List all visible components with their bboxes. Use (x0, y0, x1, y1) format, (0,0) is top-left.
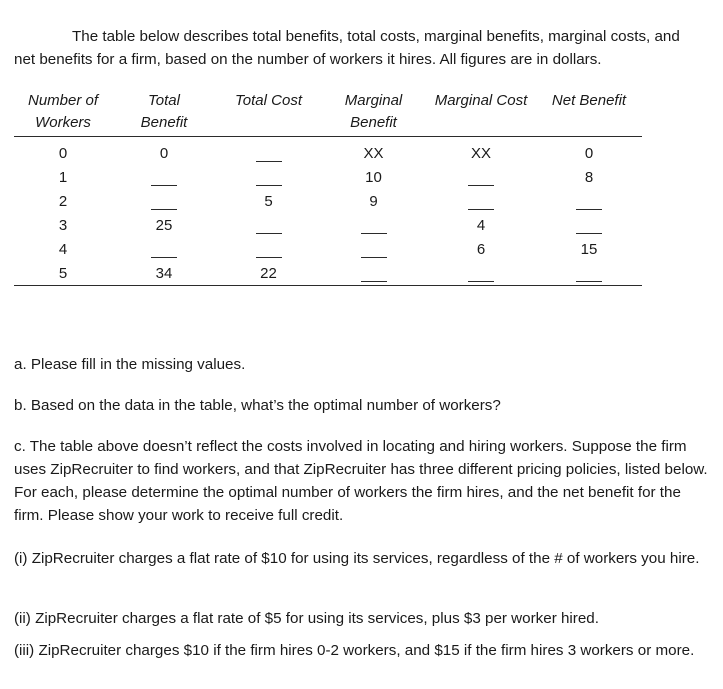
blank-answer-field[interactable] (151, 209, 177, 210)
cell-net-benefit (536, 189, 642, 213)
table-header-row (14, 90, 642, 137)
blank-answer-field[interactable] (361, 233, 387, 234)
cell-total-cost: 5 (264, 192, 273, 210)
cell-marginal-cost: 4 (476, 216, 486, 234)
question-c: c. The table above doesn’t reflect the costs involved in locating and hiring workers. Suppose the firm uses ZipRecruiter to find workers, and that ZipRecruiter has three different pricing policies, listed below. For each, please determine the optimal number of workers the firm hires, and the net benefit for the firm. Please show your work to receive full credit. (14, 438, 708, 525)
table-header (14, 90, 642, 137)
blank-answer-field[interactable] (256, 185, 282, 186)
question-c-ii: (ii) ZipRecruiter charges a flat rate of $5 for using its services, plus $3 per worker hired. (14, 610, 599, 628)
column-header-marginal-benefit (321, 90, 426, 137)
header-line-1: Marginal Cost (434, 92, 528, 109)
table-row (14, 237, 642, 261)
blank-answer-field[interactable] (361, 257, 387, 258)
column-header-number-of-workers (14, 90, 112, 137)
header-line-1: Marginal (344, 92, 403, 109)
benefits-cost-table (14, 90, 642, 286)
cell-total-cost (216, 213, 321, 237)
cell-marginal-cost (426, 165, 536, 189)
cell-number-of-workers: 1 (58, 168, 68, 186)
column-header-total-benefit (112, 90, 216, 137)
cell-marginal-cost: 6 (476, 240, 486, 258)
blank-answer-field[interactable] (151, 185, 177, 186)
cell-total-cost (216, 237, 321, 261)
column-header-net-benefit (536, 90, 642, 137)
cell-net-benefit: 15 (580, 240, 598, 258)
cell-total-benefit (112, 189, 216, 213)
blank-answer-field[interactable] (576, 209, 602, 210)
column-header-total-cost (216, 90, 321, 137)
intro-paragraph: The table below describes total benefits, total costs, marginal benefits, marginal costs, and net benefits for a firm, based on the number of workers it hires. All figures are in dollars. (14, 28, 680, 69)
table-row (14, 261, 642, 286)
cell-number-of-workers: 3 (58, 216, 68, 234)
cell-marginal-benefit (321, 261, 426, 286)
cell-number-of-workers: 4 (58, 240, 68, 258)
cell-total-benefit (112, 237, 216, 261)
blank-answer-field[interactable] (256, 233, 282, 234)
blank-answer-field[interactable] (151, 257, 177, 258)
blank-answer-field[interactable] (361, 281, 387, 282)
cell-marginal-benefit: 9 (369, 192, 378, 210)
cell-marginal-cost: XX (470, 144, 491, 162)
blank-answer-field[interactable] (576, 233, 602, 234)
cell-marginal-cost (426, 261, 536, 286)
question-b: b. Based on the data in the table, what’s the optimal number of workers? (14, 397, 501, 415)
header-line-1: Total Cost (235, 92, 302, 109)
question-c-iii: (iii) ZipRecruiter charges $10 if the firm hires 0-2 workers, and $15 if the firm hires 3 workers or more. (14, 642, 695, 660)
header-line-1: Net Benefit (551, 92, 627, 109)
blank-answer-field[interactable] (256, 257, 282, 258)
cell-marginal-benefit: 10 (365, 168, 382, 186)
header-line-2: Benefit (140, 114, 188, 131)
cell-total-benefit: 34 (155, 264, 173, 282)
header-line-2: Benefit (350, 114, 397, 131)
table-row (14, 165, 642, 189)
header-line-1: Number of (27, 92, 99, 109)
table-body (14, 137, 642, 286)
cell-total-cost (216, 165, 321, 189)
cell-net-benefit: 8 (584, 168, 594, 186)
question-a: a. Please fill in the missing values. (14, 356, 246, 374)
header-line-1: Total (148, 92, 180, 109)
cell-total-benefit (112, 165, 216, 189)
header-line-2: Workers (35, 114, 91, 131)
cell-net-benefit: 0 (584, 144, 594, 162)
cell-total-benefit: 0 (159, 144, 169, 162)
cell-number-of-workers: 0 (58, 144, 68, 162)
blank-answer-field[interactable] (576, 281, 602, 282)
blank-answer-field[interactable] (256, 161, 282, 162)
cell-total-cost: 22 (260, 264, 277, 282)
cell-number-of-workers: 2 (58, 192, 68, 210)
table-row (14, 189, 642, 213)
cell-net-benefit (536, 213, 642, 237)
column-header-marginal-cost (426, 90, 536, 137)
question-c-i: (i) ZipRecruiter charges a flat rate of $10 for using its services, regardless of the # of workers you hire. (14, 550, 700, 568)
benefits-cost-table-container (14, 90, 642, 286)
cell-net-benefit (536, 261, 642, 286)
cell-marginal-benefit: XX (363, 144, 384, 162)
cell-total-benefit: 25 (155, 216, 173, 234)
cell-total-cost (216, 137, 321, 166)
cell-marginal-benefit (321, 213, 426, 237)
table-row (14, 137, 642, 166)
cell-number-of-workers: 5 (58, 264, 68, 282)
table-row (14, 213, 642, 237)
blank-answer-field[interactable] (468, 209, 494, 210)
blank-answer-field[interactable] (468, 281, 494, 282)
cell-marginal-cost (426, 189, 536, 213)
cell-marginal-benefit (321, 237, 426, 261)
blank-answer-field[interactable] (468, 185, 494, 186)
